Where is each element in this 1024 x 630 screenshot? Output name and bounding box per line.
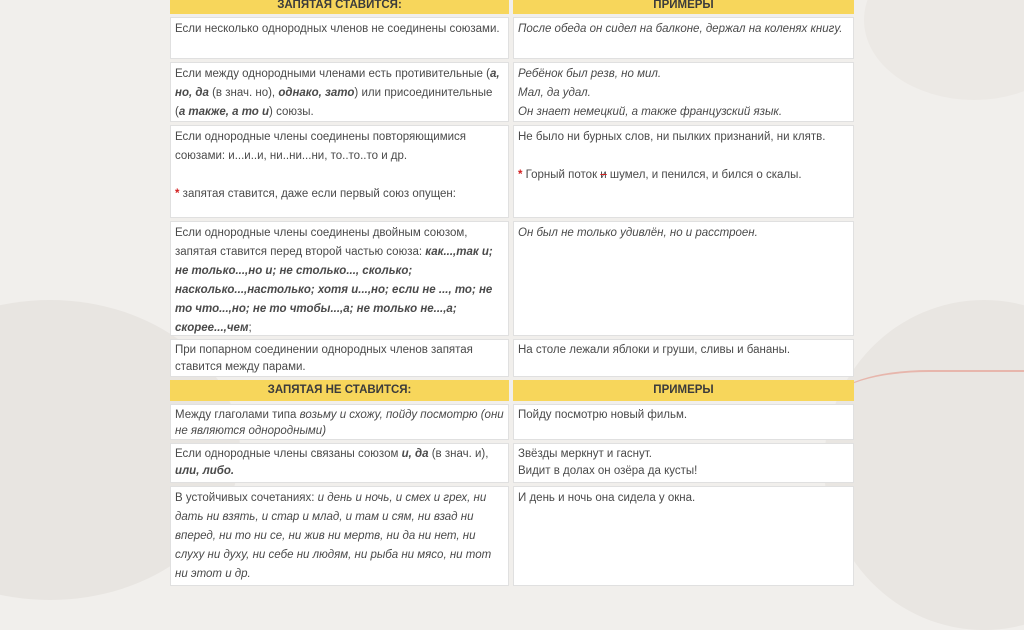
rule-text: ) союзы. [269,106,314,118]
example-cell: Он был не только удивлён, но и расстроен. [513,221,854,336]
example-cell: Пойду посмотрю новый фильм. [513,404,854,440]
conjunction-text: как...,так и; не только...,но и; не столько..., сколько; насколько...,настолько; хотя и...,но; если не ..., то; не то что...,но; не то чтобы...,а; не только не...,а; скорее...,чем [175,246,493,334]
example-cell: На столе лежали яблоки и груши, сливы и бананы. [513,339,854,377]
rule-text: Между глаголами типа [175,409,300,421]
example-cell: После обеда он сидел на балконе, держал на коленях книгу. [513,17,854,59]
rule-text: (в знач. и), [428,448,489,460]
conjunction-text: а также, а то и [178,106,270,118]
table-row [168,125,856,221]
rule-cell [170,125,509,218]
example-cell [513,62,854,122]
example-line: Мал, да удал. [518,87,591,99]
table-row [168,17,856,62]
rule-note: запятая ставится, даже если первый союз опущен: [179,188,456,200]
conjunction-text: и, да [401,448,429,460]
rule-cell [170,443,509,483]
asterisk-mark: * [518,169,523,181]
punctuation-table [168,0,856,589]
conjunction-text: или, либо. [175,465,235,477]
example-line: Он знает немецкий, а также французский язык. [518,106,783,118]
decorative-line [834,370,1024,432]
rule-text: В устойчивых сочетаниях: [175,492,318,504]
example-line: Видит в долах он озёра да кусты! [518,465,698,477]
table-row [168,443,856,486]
rule-text: ) или присоединительные ( [175,87,493,118]
example-cell: И день и ночь она сидела у окна. [513,486,854,586]
rule-text: Если однородные члены связаны союзом [175,448,402,460]
example-text: шумел, и пенился, и бился о скалы. [606,169,802,181]
example-cell [513,125,854,218]
table1-header-row [168,0,856,17]
rule-text: ; [248,322,252,334]
example-text: Горный поток [522,169,601,181]
rule-example-text: и день и ночь, и смех и грех, ни дать ни взять, и стар и млад, и там и сям, ни взад ни вперед, ни то ни се, ни жив ни мертв, ни да ни нет, ни слуху ни духу, ни себе ни людям, ни рыба ни мясо, ни тот ни этот и др. [175,492,492,580]
table-row [168,221,856,339]
example-line: Не было ни бурных слов, ни пылких признаний, ни клятв. [518,131,826,143]
rule-cell [170,221,509,336]
table-row [168,62,856,125]
rule-text: Если однородные члены соединены двойным союзом, запятая ставится перед второй частью союза: [175,227,468,258]
conjunction-text: а, но, да [175,68,500,99]
asterisk-mark: * [175,188,180,200]
example-line: Звёзды меркнут и гаснут. [518,448,652,460]
conjunction-text: однако, зато [278,87,355,99]
rule-text: Если между однородными членами есть противительные ( [175,68,490,80]
background-shape-top-right [864,0,1024,100]
table1-header-examples: ПРИМЕРЫ [513,0,854,14]
struck-conjunction: и [600,169,607,181]
rule-cell: Если несколько однородных членов не соединены союзами. [170,17,509,59]
table2-header-examples: ПРИМЕРЫ [513,380,854,401]
table1-header-rule: ЗАПЯТАЯ СТАВИТСЯ: [170,0,509,14]
rule-cell [170,486,509,586]
rule-example-text: возьму и схожу, пойду посмотрю (они не являются однородными) [175,409,504,437]
table-row [168,339,856,380]
rule-cell [170,404,509,440]
example-cell [513,443,854,483]
rule-text: Если однородные члены соединены повторяющимися союзами: и...и..и, ни..ни...ни, то..то..то и др. [175,131,467,162]
rule-cell [170,62,509,122]
rule-cell: При попарном соединении однородных членов запятая ставится между парами. [170,339,509,377]
rule-text: (в знач. но), [208,87,279,99]
table2-header-row [168,380,856,404]
example-line: Ребёнок был резв, но мил. [518,68,662,80]
table-row [168,404,856,443]
table2-header-rule: ЗАПЯТАЯ НЕ СТАВИТСЯ: [170,380,509,401]
